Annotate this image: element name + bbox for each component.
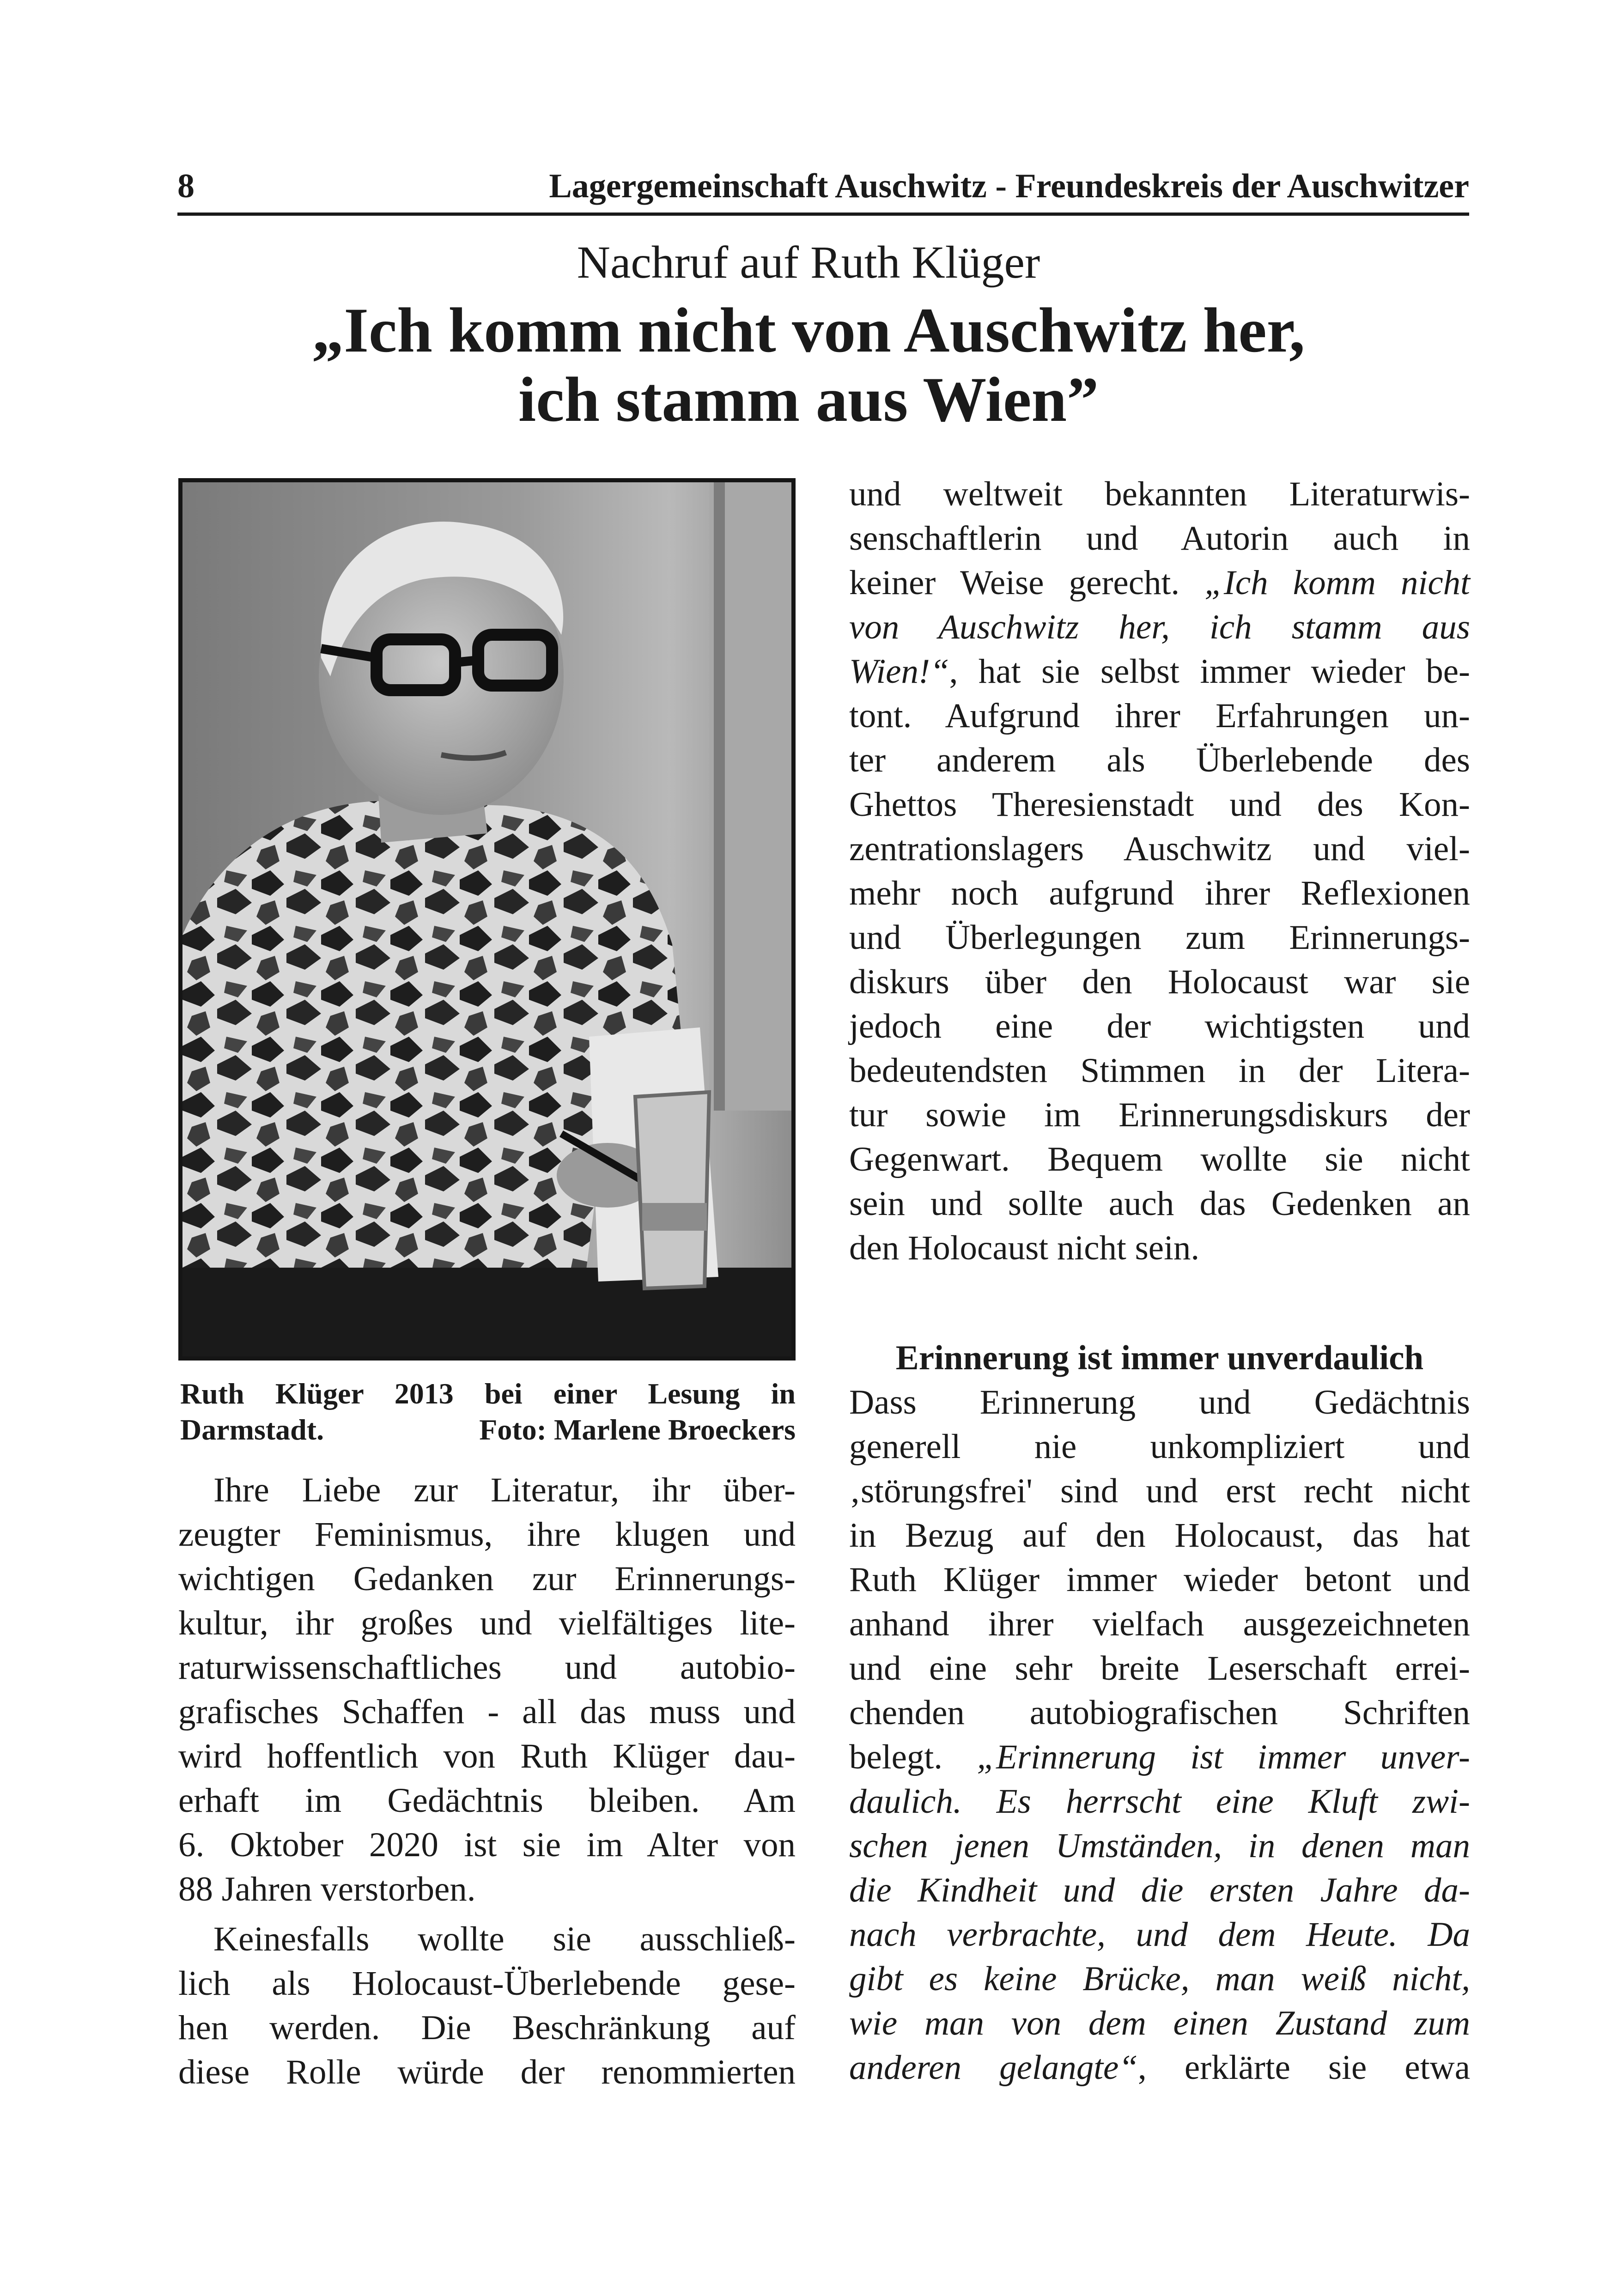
page-number: 8 xyxy=(177,167,195,205)
right-text-line: ter anderem als Überlebende des xyxy=(849,741,1470,779)
quote-span: anderen gelangte“ xyxy=(849,2048,1138,2087)
right-text-line: ‚störungsfrei' sind und erst recht nicht xyxy=(849,1472,1470,1510)
right-text-line: und Überlegungen zum Erinnerungs- xyxy=(849,918,1470,957)
quote-span: wie man von dem einen Zustand zum xyxy=(849,2004,1470,2042)
article-kicker: Nachruf auf Ruth Klüger xyxy=(577,237,1040,288)
left-text-line: hen werden. Die Beschränkung auf xyxy=(178,2009,796,2047)
right-text-line xyxy=(849,561,1470,605)
right-text-line: diskurs über den Holocaust war sie xyxy=(849,963,1470,1001)
right-text-line: tont. Aufgrund ihrer Erfahrungen un- xyxy=(849,697,1470,735)
left-text-line: Keinesfalls wollte sie ausschließ- xyxy=(213,1920,796,1958)
right-text-line xyxy=(849,2046,1470,2090)
right-text-line: zentrationslagers Auschwitz und viel- xyxy=(849,830,1470,868)
right-text-line: in Bezug auf den Holocaust, das hat xyxy=(849,1516,1470,1555)
right-text-line xyxy=(849,1735,1470,1780)
left-text-line: 88 Jahren verstorben. xyxy=(178,1870,476,1908)
right-text-line: bedeutendsten Stimmen in der Litera- xyxy=(849,1051,1470,1090)
left-text-line: diese Rolle würde der renommierten xyxy=(178,2053,796,2091)
right-text-line: mehr noch aufgrund ihrer Reflexionen xyxy=(849,874,1470,912)
text-span: , hat sie selbst immer wieder be- xyxy=(949,652,1470,691)
headline-line-2: ich stamm aus Wien” xyxy=(518,364,1099,435)
left-text-line: zeugter Feminismus, ihre klugen und xyxy=(178,1515,796,1554)
right-text-line xyxy=(849,1957,1470,2001)
right-text-line xyxy=(849,1824,1470,1868)
right-text-line xyxy=(849,1913,1470,1957)
text-span: , erklärte sie etwa xyxy=(1138,2048,1470,2087)
right-text-line xyxy=(849,1868,1470,1913)
quote-span: von Auschwitz her, ich stamm aus xyxy=(849,608,1470,646)
right-text-line: den Holocaust nicht sein. xyxy=(849,1229,1200,1267)
right-text-line: Dass Erinnerung und Gedächtnis xyxy=(849,1383,1470,1421)
left-text-line: 6. Oktober 2020 ist sie im Alter von xyxy=(178,1826,796,1864)
quote-span: nach verbrachte, und dem Heute. Da xyxy=(849,1915,1470,1954)
publication-title: Lagergemeinschaft Auschwitz - Freundeskreis der Auschwitzer xyxy=(549,167,1469,205)
portrait-photo-drawing xyxy=(182,482,791,1356)
text-span: belegt. xyxy=(849,1738,977,1776)
left-text-line: wird hoffentlich von Ruth Klüger dau- xyxy=(178,1737,796,1775)
photo-caption-place: Darmstadt. xyxy=(180,1413,324,1446)
left-text-line: erhaft im Gedächtnis bleiben. Am xyxy=(178,1781,796,1820)
right-text-line: sein und sollte auch das Gedenken an xyxy=(849,1184,1470,1223)
left-text-line: grafisches Schaffen - all das muss und xyxy=(178,1693,796,1731)
right-text-line: Gegenwart. Bequem wollte sie nicht xyxy=(849,1140,1470,1178)
left-text-line: Ihre Liebe zur Literatur, ihr über- xyxy=(213,1471,796,1509)
right-text-line: generell nie unkompliziert und xyxy=(849,1427,1470,1466)
quote-span: die Kindheit und die ersten Jahre da- xyxy=(849,1871,1470,1909)
right-text-line: anhand ihrer vielfach ausgezeichneten xyxy=(849,1605,1470,1643)
photo-caption-line-2 xyxy=(180,1412,796,1448)
right-text-line: chenden autobiografischen Schriften xyxy=(849,1694,1470,1732)
text-span: keiner Weise gerecht. xyxy=(849,564,1205,602)
quote-span: gibt es keine Brücke, man weiß nicht, xyxy=(849,1960,1470,1998)
right-text-line: jedoch eine der wichtigsten und xyxy=(849,1007,1470,1045)
headline-line-1: „Ich komm nicht von Auschwitz her, xyxy=(312,295,1305,365)
quote-span: daulich. Es herrscht eine Kluft zwi- xyxy=(849,1782,1470,1821)
right-text-line: und weltweit bekannten Literaturwis- xyxy=(849,475,1470,513)
left-text-line: wichtigen Gedanken zur Erinnerungs- xyxy=(178,1560,796,1598)
right-text-line: Ghettos Theresienstadt und des Kon- xyxy=(849,785,1470,824)
left-text-line: raturwissenschaftliches und autobio- xyxy=(178,1648,796,1687)
quote-span: Wien!“ xyxy=(849,652,949,691)
right-text-line: Ruth Klüger immer wieder betont und xyxy=(849,1561,1470,1599)
right-text-line xyxy=(849,1780,1470,1824)
portrait-photo xyxy=(178,478,796,1361)
right-text-line xyxy=(849,650,1470,694)
right-text-line: senschaftlerin und Autorin auch in xyxy=(849,519,1470,558)
quote-span: schen jenen Umständen, in denen man xyxy=(849,1827,1470,1865)
section-subheading: Erinnerung ist immer unverdaulich xyxy=(895,1339,1424,1377)
photo-caption-line-1: Ruth Klüger 2013 bei einer Lesung in xyxy=(180,1377,796,1410)
right-text-line xyxy=(849,605,1470,650)
right-text-line xyxy=(849,2001,1470,2046)
left-text-line: lich als Holocaust-Überlebende gese- xyxy=(178,1964,796,2003)
quote-span: „Ich komm nicht xyxy=(1204,564,1470,602)
photo-credit: Foto: Marlene Broeckers xyxy=(479,1413,796,1446)
running-header xyxy=(177,157,1469,216)
right-text-line: tur sowie im Erinnerungsdiskurs der xyxy=(849,1096,1470,1134)
quote-span: „Erinnerung ist immer unver- xyxy=(977,1738,1470,1776)
right-text-line: und eine sehr breite Leserschaft errei- xyxy=(849,1649,1470,1688)
left-text-line: kultur, ihr großes und vielfältiges lite- xyxy=(178,1604,796,1642)
